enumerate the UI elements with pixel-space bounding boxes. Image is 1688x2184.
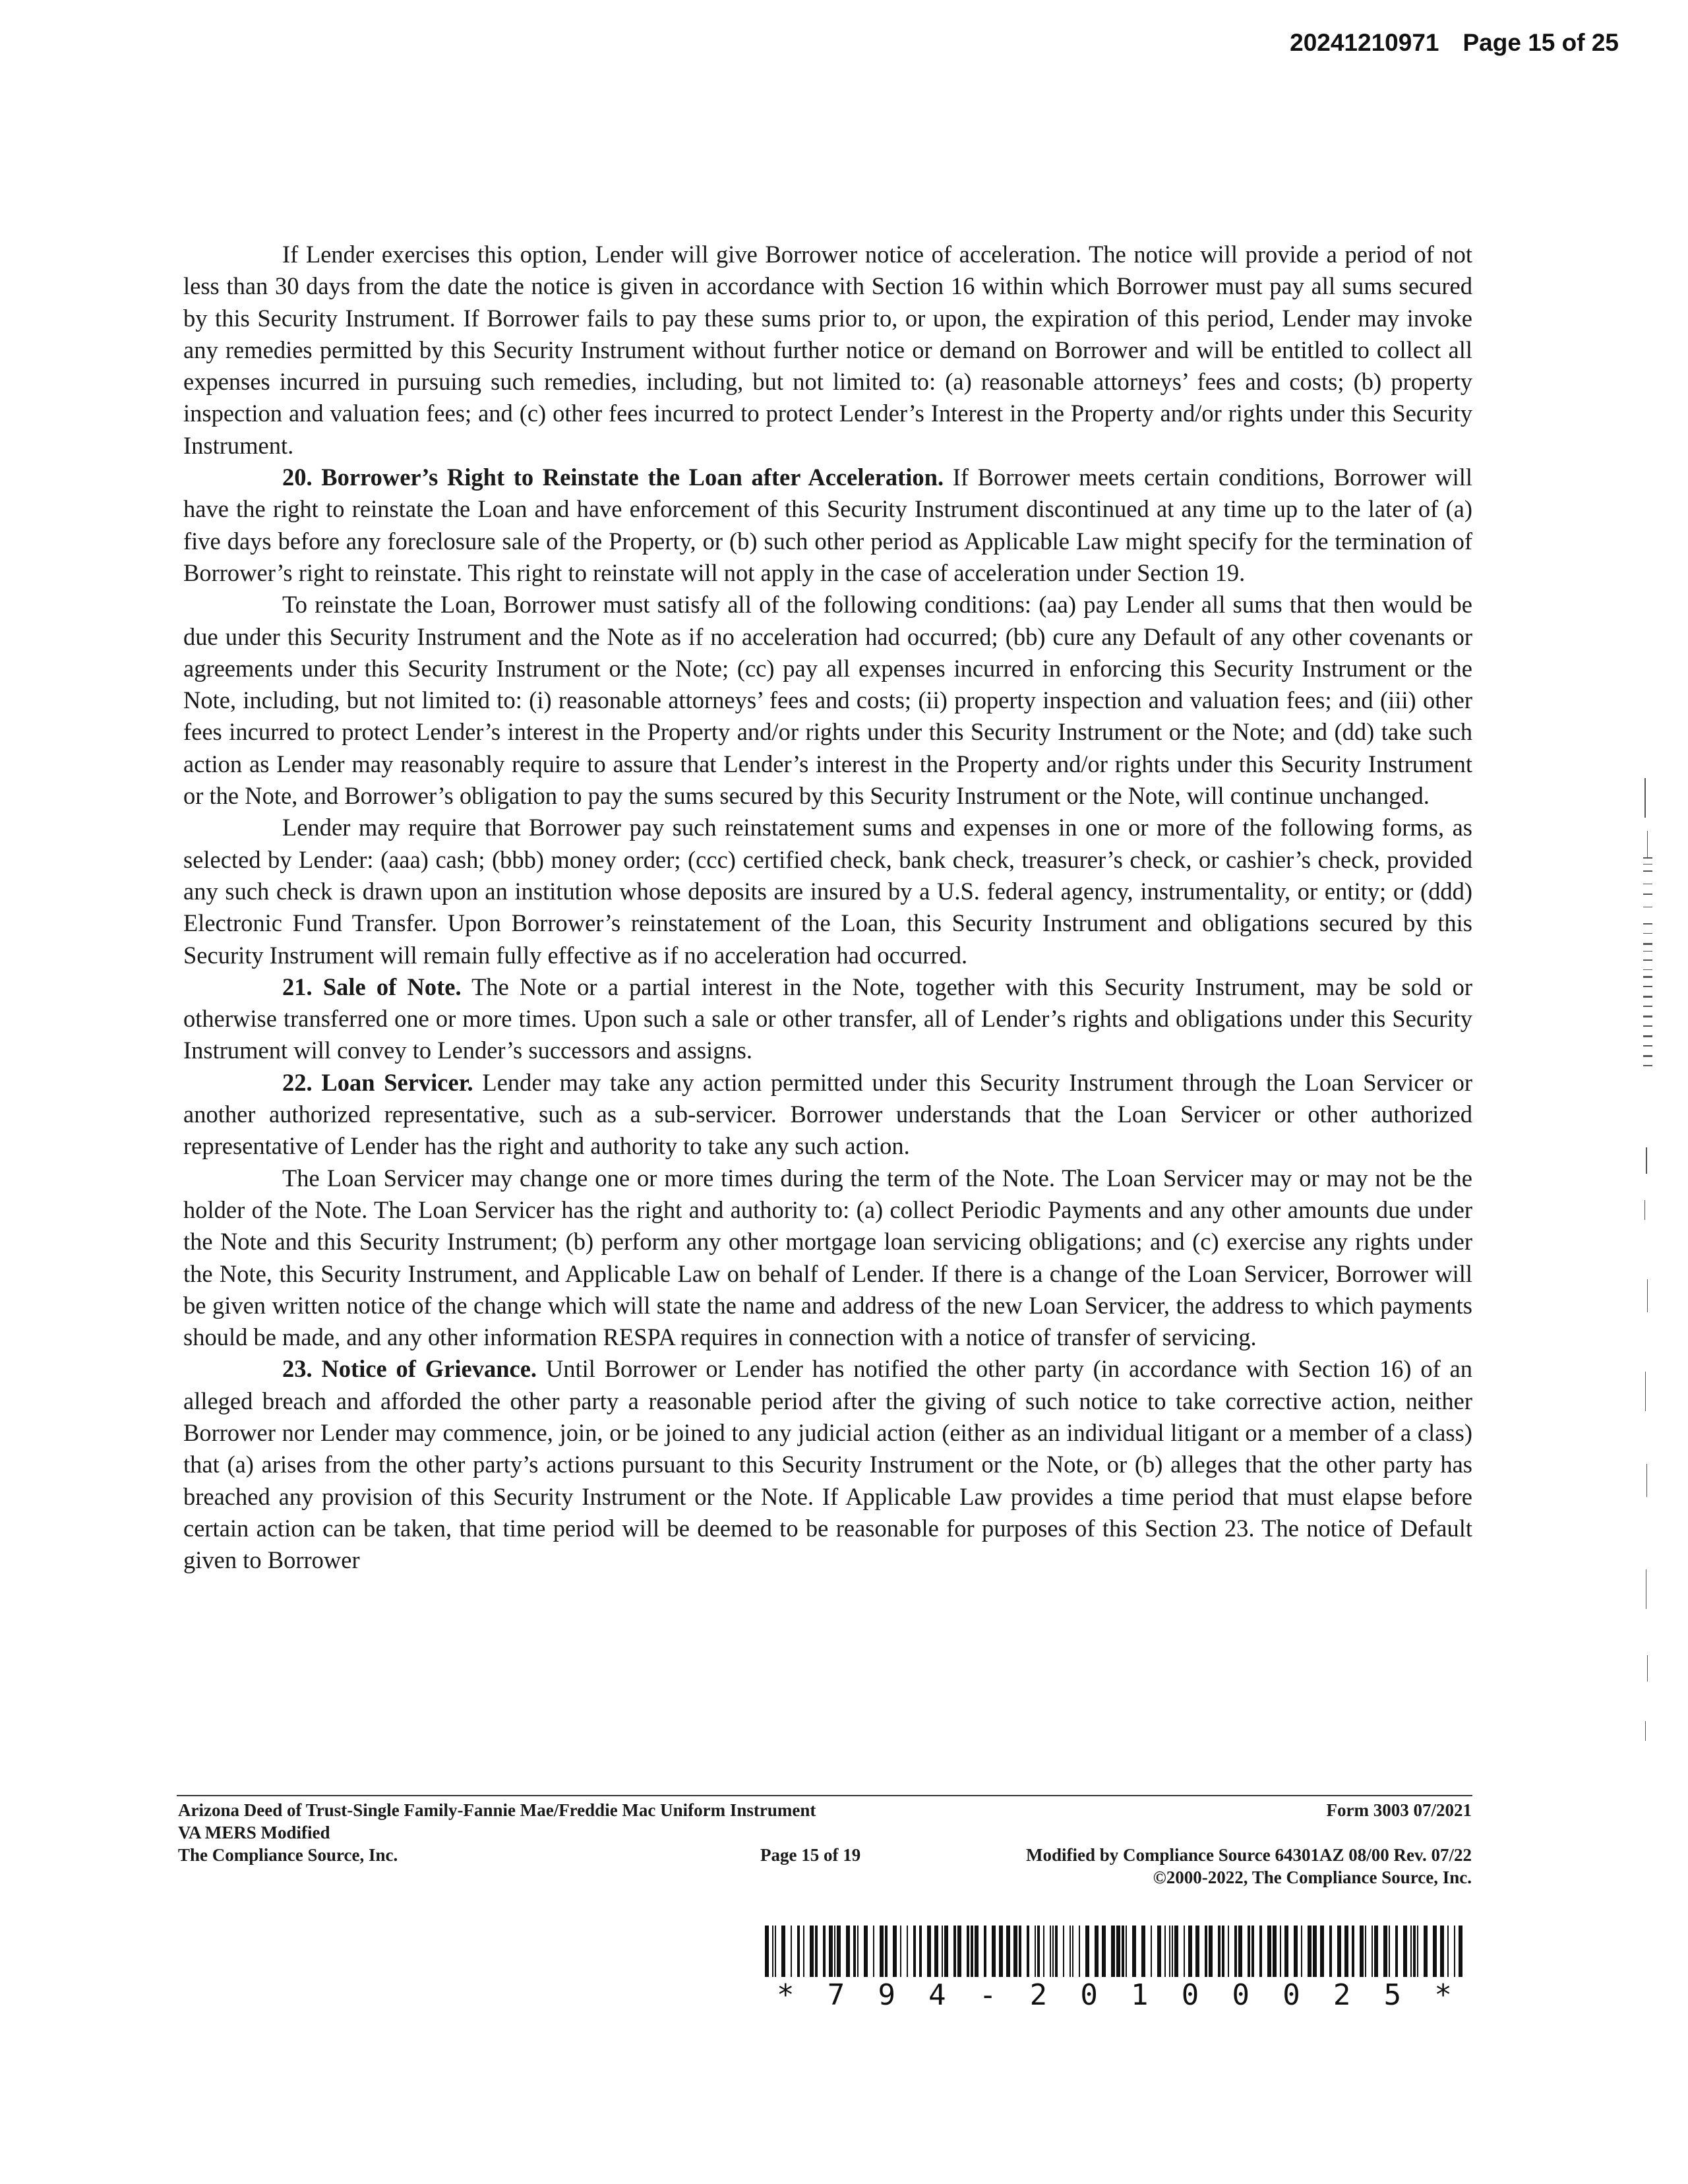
page-label: Page 15 of 25 <box>1462 29 1619 56</box>
footer-divider <box>177 1795 1472 1796</box>
barcode-bar <box>775 1926 776 1977</box>
barcode-bar <box>1238 1926 1242 1977</box>
paragraph-text: If Borrower meets certain conditions, Borrower will have the right to reinstate the Loan and have enforcement of this Security Instrument discontinued at any time up to the later of (a) five days before any foreclosure sale of the Property, or (b) such other period as Applicable Law might specify for the termination of Borrower’s right to reinstate. This right to reinstate will not apply in the case of acceleration under Section 19. <box>183 464 1472 586</box>
barcode-bar <box>1095 1926 1099 1977</box>
barcode-bar <box>1344 1926 1348 1977</box>
barcode-bar <box>1037 1926 1040 1977</box>
barcode-bar <box>1126 1926 1127 1977</box>
barcode-bar <box>1459 1926 1462 1977</box>
barcode-bar <box>765 1926 769 1977</box>
barcode-bar <box>864 1926 868 1977</box>
section-heading: 22. Loan Servicer. <box>282 1068 473 1096</box>
barcode-bar <box>1019 1926 1021 1977</box>
barcode-text <box>765 1978 1464 2012</box>
paragraph <box>183 812 1472 971</box>
barcode-char: 0 <box>1181 1978 1199 2012</box>
barcode-bar <box>971 1926 973 1977</box>
form-title: Arizona Deed of Trust-Single Family-Fannie Mae/Freddie Mac Uniform Instrument <box>178 1800 816 1820</box>
barcode-bar <box>1413 1926 1416 1977</box>
barcode-bar <box>1447 1926 1449 1977</box>
barcode-bar <box>999 1926 1003 1977</box>
barcode-bar <box>1006 1926 1010 1977</box>
barcode-bar <box>1174 1926 1178 1977</box>
barcode-bar <box>1440 1926 1444 1977</box>
paragraph-text: The Loan Servicer may change one or more times during the term of the Note. The Loan Servicer may or may not be the holder of the Note. The Loan Servicer has the right and authority to: (a) collect Periodic Payments and any other amounts due under the Note and this Security Instrument; (b) perform any other mortgage loan servicing obligations; and (c) exercise any rights under the Note, this Security Instrument, and Applicable Law on behalf of Lender. If there is a change of the Loan Servicer, Borrower will be given written notice of the change which will state the name and address of the new Loan Servicer, the address to which payments should be made, and any other information RESPA requires in connection with a notice of transfer of servicing. <box>183 1164 1472 1351</box>
barcode-char: 0 <box>1282 1978 1300 2012</box>
copyright: ©2000-2022, The Compliance Source, Inc. <box>1153 1867 1472 1887</box>
page-header <box>1290 29 1619 57</box>
barcode-char: 0 <box>1080 1978 1098 2012</box>
section-heading: 21. Sale of Note. <box>282 973 462 1000</box>
barcode-bar <box>1251 1926 1254 1977</box>
barcode-bar <box>919 1926 922 1977</box>
paragraph <box>183 239 1472 462</box>
barcode-bar <box>1111 1926 1115 1977</box>
barcode-bar <box>823 1926 826 1977</box>
paragraph-text: Lender may require that Borrower pay such reinstatement sums and expenses in one or more of the following forms, as selected by Lender: (aaa) cash; (bbb) money order; (ccc) certified check, bank check, treasurer’s check, or cashier’s check, provided any such check is drawn upon an institution whose deposits are insured by a U.S. federal agency, instrumentality, or entity; or (ddd) Electronic Fund Transfer. Upon Borrower’s reinstatement of the Loan, this Security Instrument and obligations secured by this Security Instrument will remain fully effective as if no acceleration had occurred. <box>183 814 1472 969</box>
barcode-char: 4 <box>928 1978 946 2012</box>
page-footer <box>178 1799 1472 1889</box>
barcode-bar <box>927 1926 931 1977</box>
barcode-bar <box>967 1926 969 1977</box>
modified-by: Modified by Compliance Source 64301AZ 08/00 Rev. 07/22 <box>1025 1845 1472 1865</box>
barcode-bar <box>1085 1926 1089 1977</box>
barcode-bar <box>1164 1926 1166 1977</box>
barcode-bar <box>810 1926 814 1977</box>
barcode-bar <box>791 1926 792 1977</box>
barcode-bar <box>834 1926 835 1977</box>
barcode-bar <box>1027 1926 1029 1977</box>
barcode-bar <box>1072 1926 1073 1977</box>
paragraph-text: To reinstate the Loan, Borrower must satisfy all of the following conditions: (aa) pay Lender all sums that then would be due under this Security Instrument and the Note as if no acceleration had occurred; (bb) cure any Default of any other covenants or agreements under this Security Instrument or the Note; (cc) pay all expenses incurred in enforcing this Security Instrument or the Note, including, but not limited to: (i) reasonable attorneys’ fees and costs; (ii) property inspection and valuation fees; and (iii) other fees incurred to protect Lender’s interest in the Property and/or rights under this Security Instrument or the Note; and (dd) take such action as Lender may reasonably require to assure that Lender’s interest in the Property and/or rights under this Security Instrument or the Note, and Borrower’s obligation to pay the sums secured by this Security Instrument or the Note, will continue unchanged. <box>183 591 1472 810</box>
form-number: Form 3003 07/2021 <box>1326 1800 1472 1820</box>
barcode-bar <box>1116 1926 1120 1977</box>
barcode-bar <box>1280 1926 1281 1977</box>
barcode-char: 7 <box>827 1978 845 2012</box>
barcode-bar <box>1188 1926 1192 1977</box>
section-heading: 23. Notice of Grievance. <box>282 1355 537 1383</box>
barcode-bar <box>957 1926 961 1977</box>
barcode-bar <box>846 1926 850 1977</box>
barcode-bar <box>900 1926 901 1977</box>
barcode-bar <box>1273 1926 1277 1977</box>
barcode-bar <box>1337 1926 1341 1977</box>
barcode <box>765 1926 1464 2012</box>
barcode-bar <box>1222 1926 1224 1977</box>
barcode-bar <box>913 1926 916 1977</box>
barcode-bar <box>1329 1926 1332 1977</box>
barcode-bar <box>829 1926 833 1977</box>
barcode-bar <box>1079 1926 1080 1977</box>
barcode-bar <box>1395 1926 1398 1977</box>
barcode-bar <box>1132 1926 1136 1977</box>
barcode-char: 2 <box>1029 1978 1048 2012</box>
paragraph <box>183 462 1472 589</box>
barcode-bar <box>1169 1926 1170 1977</box>
barcode-bar <box>907 1926 908 1977</box>
barcode-bar <box>1454 1926 1455 1977</box>
barcode-bar <box>984 1926 986 1977</box>
barcode-bar <box>1063 1926 1064 1977</box>
barcode-bar <box>853 1926 856 1977</box>
barcode-bar <box>975 1926 979 1977</box>
barcode-bar <box>1433 1926 1437 1977</box>
barcode-bar <box>1122 1926 1124 1977</box>
barcode-char: 1 <box>1131 1978 1149 2012</box>
barcode-bar <box>1195 1926 1199 1977</box>
barcode-bar <box>1055 1926 1058 1977</box>
paragraph-text: Until Borrower or Lender has notified the other party (in accordance with Section 16) of an alleged breach and afforded the other party a reasonable period after the giving of such notice to take corrective action, neither Borrower nor Lender may commence, join, or be joined to any judicial action (either as an individual litigant or a member of a class) that (a) arises from the other party’s actions pursuant to this Security Instrument or the Note, or (b) alleges that the other party has breached any provision of this Security Instrument or the Note. If Applicable Law provides a time period that must elapse before certain action can be taken, that time period will be deemed to be reasonable for purposes of this Section 23. The notice of Default given to Borrower <box>183 1355 1472 1574</box>
barcode-bar <box>803 1926 804 1977</box>
barcode-bar <box>1184 1926 1185 1977</box>
barcode-bar <box>1070 1926 1071 1977</box>
barcode-bar <box>837 1926 841 1977</box>
barcode-bar <box>1157 1926 1161 1977</box>
barcode-bar <box>1013 1926 1017 1977</box>
barcode-bar <box>1050 1926 1051 1977</box>
company-name: The Compliance Source, Inc. <box>178 1845 398 1865</box>
barcode-bar <box>1248 1926 1250 1977</box>
barcode-bar <box>1102 1926 1106 1977</box>
barcode-bar <box>1403 1926 1407 1977</box>
barcode-bar <box>944 1926 948 1977</box>
barcode-bar <box>781 1926 785 1977</box>
barcode-bar <box>893 1926 897 1977</box>
barcode-char: * <box>1434 1978 1452 2012</box>
barcode-bar <box>772 1926 773 1977</box>
paragraph-text: Lender may take any action permitted under this Security Instrument through the Loan Servicer or another authorized representative, such as a sub-servicer. Borrower understands that the Loan Servicer or other authorized representative of Lender has the right and authority to take any such action. <box>183 1068 1473 1160</box>
barcode-bar <box>934 1926 938 1977</box>
barcode-bar <box>1284 1926 1288 1977</box>
barcode-char: * <box>777 1978 795 2012</box>
barcode-char: 9 <box>878 1978 895 2012</box>
paragraph <box>183 971 1472 1067</box>
paragraph-text: If Lender exercises this option, Lender will give Borrower notice of acceleration. The notice will provide a period of not less than 30 days from the date the notice is given in accordance with Section 16 within which Borrower must pay all sums secured by this Security Instrument. If Borrower fails to pay these sums prior to, or upon, the expiration of this period, Lender may invoke any remedies permitted by this Security Instrument without further notice or demand on Borrower and will be entitled to collect all expenses incurred in pursuing such remedies, including, but not limited to: (a) reasonable attorneys’ fees and costs; (b) property inspection and valuation fees; and (c) other fees incurred to protect Lender’s Interest in the Property and/or rights under this Security Instrument. <box>183 241 1472 459</box>
barcode-bar <box>1383 1926 1387 1977</box>
barcode-bar <box>1151 1926 1152 1977</box>
barcode-bar <box>1043 1926 1044 1977</box>
barcode-bar <box>942 1926 943 1977</box>
barcode-bar <box>1234 1926 1237 1977</box>
barcode-bar <box>1035 1926 1036 1977</box>
barcode-bar <box>1052 1926 1054 1977</box>
scan-margin-marks <box>1639 778 1659 1767</box>
barcode-bar <box>815 1926 818 1977</box>
barcode-char: 2 <box>1333 1978 1351 2012</box>
paragraph <box>183 1353 1472 1576</box>
barcode-bar <box>1218 1926 1221 1977</box>
form-modifier: VA MERS Modified <box>178 1823 330 1842</box>
barcode-bar <box>1374 1926 1378 1977</box>
paragraph <box>183 1163 1472 1354</box>
section-heading: 20. Borrower’s Right to Reinstate the Loan after Acceleration. <box>282 464 944 491</box>
barcode-bar <box>1301 1926 1302 1977</box>
barcode-bar <box>1205 1926 1207 1977</box>
barcode-bar <box>797 1926 800 1977</box>
barcode-bar <box>1320 1926 1324 1977</box>
paragraph <box>183 589 1472 812</box>
barcode-bar <box>880 1926 884 1977</box>
barcode-bar <box>1365 1926 1366 1977</box>
barcode-bar <box>1360 1926 1364 1977</box>
barcode-char: 0 <box>1232 1978 1250 2012</box>
paragraph <box>183 1067 1472 1163</box>
barcode-bar <box>1259 1926 1262 1977</box>
barcode-char: 5 <box>1383 1978 1402 2012</box>
barcode-bar <box>1410 1926 1412 1977</box>
barcode-bar <box>992 1926 996 1977</box>
barcode-bar <box>1141 1926 1145 1977</box>
barcode-bar <box>1372 1926 1373 1977</box>
barcode-bar <box>1417 1926 1418 1977</box>
paragraph-text: The Note or a partial interest in the Note, together with this Security Instrument, may be sold or otherwise transferred one or more times. Upon such a sale or other transfer, all of Lender’s rights and obligations under this Security Instrument will convey to Lender’s successors and assigns. <box>183 973 1472 1064</box>
document-number: 20241210971 <box>1290 29 1439 56</box>
barcode-bar <box>1209 1926 1213 1977</box>
barcode-bar <box>1172 1926 1173 1977</box>
barcode-bar <box>953 1926 956 1977</box>
barcode-char: - <box>979 1978 997 2012</box>
barcode-bar <box>873 1926 874 1977</box>
barcode-bar <box>1352 1926 1354 1977</box>
barcode-bar <box>1313 1926 1317 1977</box>
barcode-bar <box>1267 1926 1271 1977</box>
barcode-bar <box>1389 1926 1390 1977</box>
document-body <box>183 239 1472 1576</box>
barcode-bar <box>1294 1926 1298 1977</box>
barcode-bar <box>857 1926 859 1977</box>
barcode-bar <box>885 1926 888 1977</box>
barcode-bars <box>765 1926 1464 1977</box>
barcode-bar <box>1308 1926 1311 1977</box>
footer-page-info: Page 15 of 19 <box>760 1845 861 1865</box>
barcode-bar <box>1228 1926 1229 1977</box>
barcode-bar <box>1424 1926 1428 1977</box>
